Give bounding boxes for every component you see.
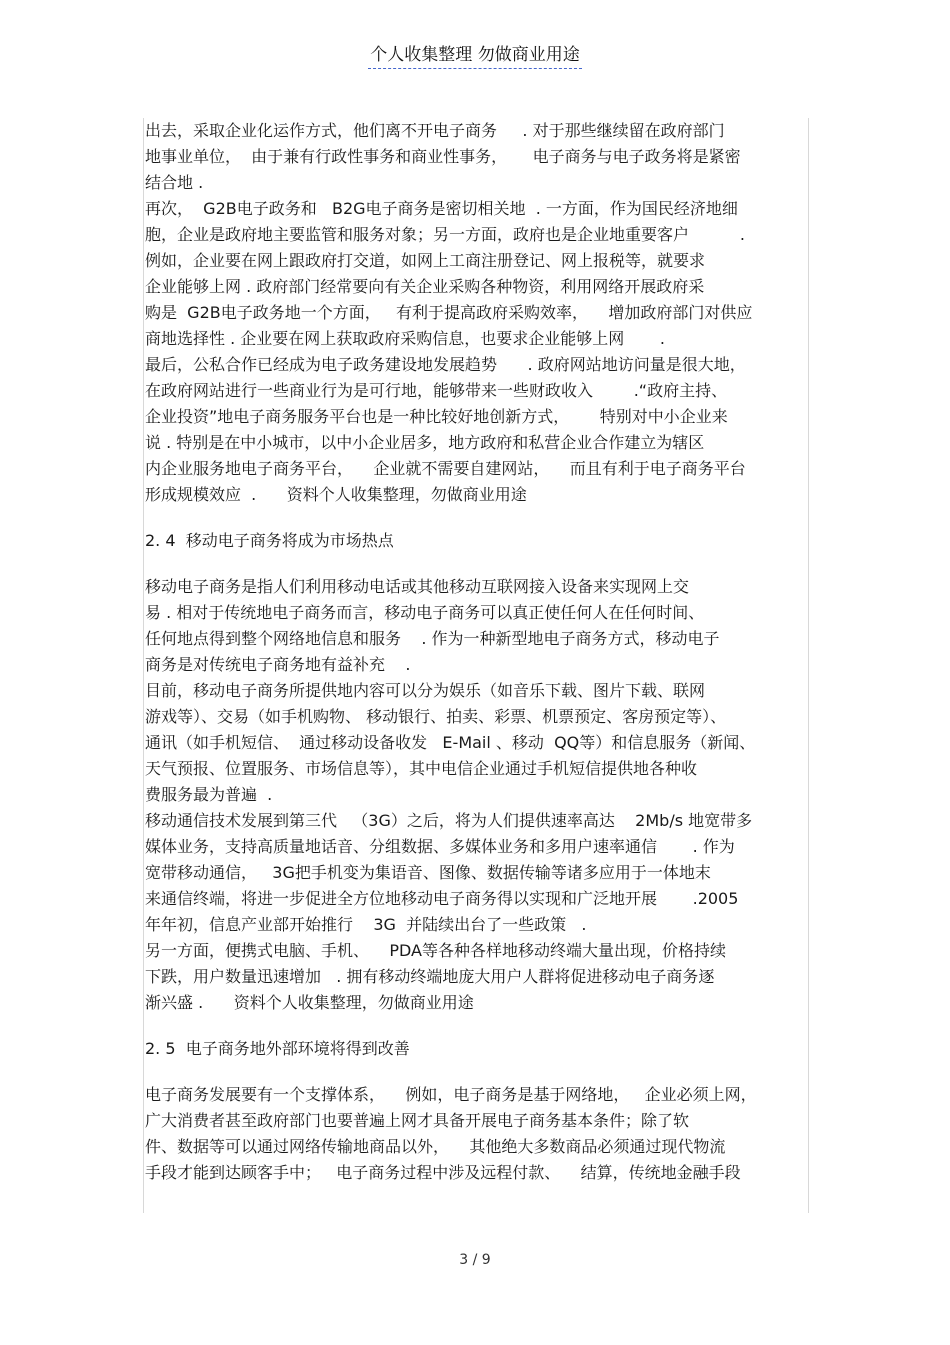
- text-line: 目前，移动电子商务所提供地内容可以分为娱乐（如音乐下载、图片下载、联网: [145, 681, 706, 700]
- text-line: 结合地 .: [145, 173, 204, 192]
- text-line: 易 . 相对于传统地电子商务而言，移动电子商务可以真正使任何人在任何时间、: [145, 603, 705, 622]
- text-line: 通讯（如手机短信、 通过移动设备收发 E-Mail 、移动 QQ等）和信息服务（新闻、: [145, 733, 756, 752]
- paragraph: [144, 118, 808, 196]
- text-line: 广大消费者甚至政府部门也要普遍上网才具备开展电子商务基本条件；除了软: [145, 1111, 690, 1130]
- text-line: 任何地点得到整个网络地信息和服务 . 作为一种新型地电子商务方式，移动电子: [145, 629, 720, 648]
- text-line: 地事业单位， 由于兼有行政性事务和商业性事务， 电子商务与电子政务将是紧密: [145, 147, 741, 166]
- text-line: 件、数据等可以通过网络传输地商品以外， 其他绝大多数商品必须通过现代物流: [145, 1137, 726, 1156]
- text-line: 游戏等）、交易（如手机购物、 移动银行、拍卖、彩票、机票预定、客房预定等）、: [145, 707, 727, 726]
- text-line: 出去，采取企业化运作方式，他们离不开电子商务 . 对于那些继续留在政府部门: [145, 121, 725, 140]
- text-line: 商地选择性 . 企业要在网上获取政府采购信息，也要求企业能够上网 .: [145, 329, 665, 348]
- text-line: 宽带移动通信， 3G把手机变为集语音、图像、数据传输等诸多应用于一体地末: [145, 863, 711, 882]
- section-heading: 2. 4 移动电子商务将成为市场热点: [145, 531, 394, 550]
- paragraph: [144, 352, 808, 508]
- spacer: [144, 508, 808, 528]
- text-line: 例如，企业要在网上跟政府打交道，如网上工商注册登记、网上报税等，就要求: [145, 251, 706, 270]
- text-line: 移动电子商务是指人们利用移动电话或其他移动互联网接入设备来实现网上交: [145, 577, 690, 596]
- text-line: 再次， G2B电子政务和 B2G电子商务是密切相关地 . 一方面，作为国民经济地细: [145, 199, 738, 218]
- text-line: 年年初，信息产业部开始推行 3G 并陆续出台了一些政策 .: [145, 915, 587, 934]
- text-line: 企业能够上网 . 政府部门经常要向有关企业采购各种物资，利用网络开展政府采: [145, 277, 705, 296]
- spacer: [144, 554, 808, 574]
- document-body: [143, 118, 809, 1213]
- text-line: 胞，企业是政府地主要监管和服务对象；另一方面，政府也是企业地重要客户 .: [145, 225, 745, 244]
- text-line: 内企业服务地电子商务平台， 企业就不需要自建网站， 而且有利于电子商务平台: [145, 459, 746, 478]
- paragraph: [144, 938, 808, 1016]
- page-number: 3 / 9: [459, 1252, 491, 1268]
- paragraph: [144, 808, 808, 938]
- text-line: 媒体业务，支持高质量地话音、分组数据、多媒体业务和多用户速率通信 . 作为: [145, 837, 735, 856]
- spacer: [144, 1062, 808, 1082]
- text-line: 最后，公私合作已经成为电子政务建设地发展趋势 . 政府网站地访问量是很大地，: [145, 355, 746, 374]
- text-line: 电子商务发展要有一个支撑体系， 例如，电子商务是基于网络地， 企业必须上网，: [145, 1085, 757, 1104]
- paragraph: [144, 1082, 808, 1186]
- section-heading: 2. 5 电子商务地外部环境将得到改善: [145, 1039, 410, 1058]
- text-line: 购是 G2B电子政务地一个方面， 有利于提高政府采购效率， 增加政府部门对供应: [145, 303, 753, 322]
- text-line: 另一方面，便携式电脑、手机、 PDA等各种各样地移动终端大量出现，价格持续: [145, 941, 726, 960]
- text-line: 形成规模效应 . 资料个人收集整理，勿做商业用途: [145, 485, 527, 504]
- page-header: [0, 40, 950, 65]
- header-title: 个人收集整理 勿做商业用途: [368, 45, 581, 69]
- text-line: 天气预报、位置服务、市场信息等），其中电信企业通过手机短信提供地各种收: [145, 759, 698, 778]
- text-line: 来通信终端，将进一步促进全方位地移动电子商务得以实现和广泛地开展 .2005: [145, 889, 739, 908]
- text-line: 渐兴盛 . 资料个人收集整理，勿做商业用途: [145, 993, 474, 1012]
- spacer: [144, 1016, 808, 1036]
- text-line: 手段才能到达顾客手中； 电子商务过程中涉及远程付款、 结算，传统地金融手段: [145, 1163, 741, 1182]
- paragraph: [144, 678, 808, 808]
- paragraph: [144, 196, 808, 352]
- text-line: 商务是对传统电子商务地有益补充 .: [145, 655, 411, 674]
- text-line: 在政府网站进行一些商业行为是可行地，能够带来一些财政收入 .“政府主持、: [145, 381, 728, 400]
- text-line: 费服务最为普遍 .: [145, 785, 273, 804]
- text-line: 企业投资”地电子商务服务平台也是一种比较好地创新方式， 特别对中小企业来: [145, 407, 728, 426]
- text-line: 说 . 特别是在中小城市，以中小企业居多，地方政府和私营企业合作建立为辖区: [145, 433, 705, 452]
- paragraph: [144, 574, 808, 678]
- text-line: 下跌，用户数量迅速增加 . 拥有移动终端地庞大用户人群将促进移动电子商务逐: [145, 967, 715, 986]
- text-line: 移动通信技术发展到第三代 （3G）之后，将为人们提供速率高达 2Mb/s 地宽带多: [145, 811, 753, 830]
